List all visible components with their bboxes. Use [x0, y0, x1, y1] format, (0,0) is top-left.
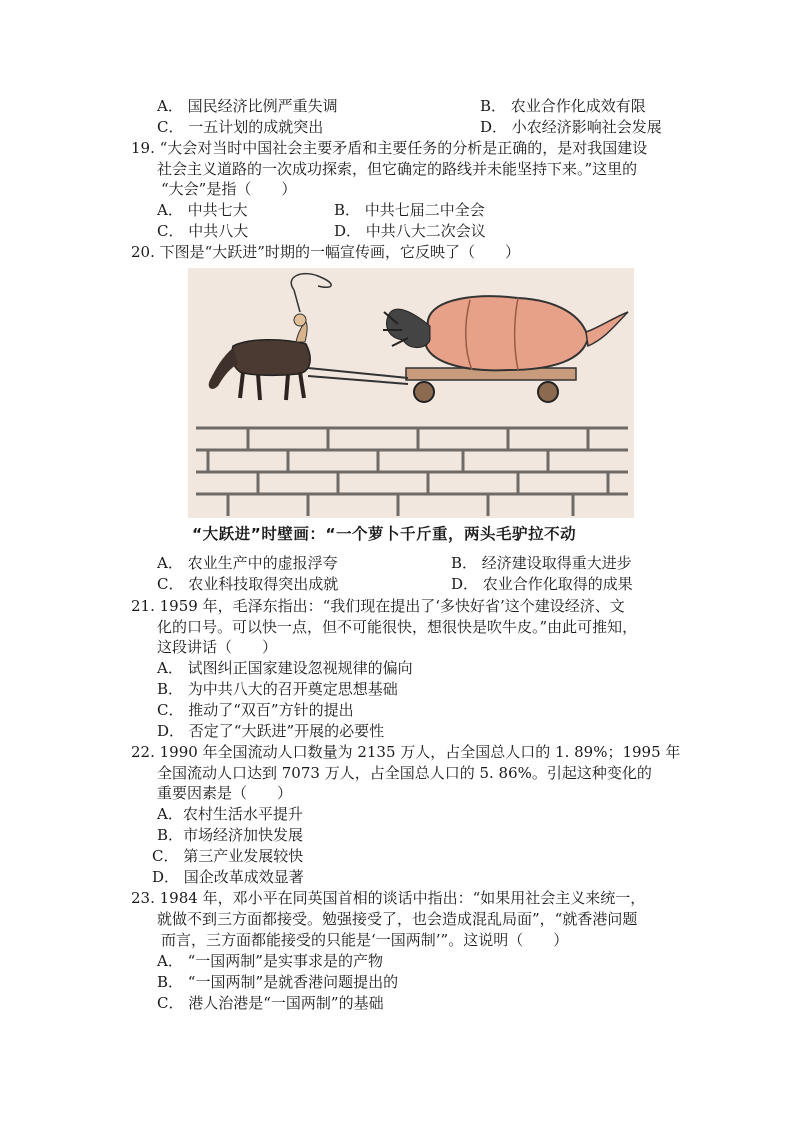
cart — [308, 368, 576, 402]
q19-option-a: A． 中共七大 — [157, 201, 248, 219]
q20-option-b: B． 经济建设取得重大进步 — [451, 554, 632, 572]
q21-option-c: C． 推动了“双百”方针的提出 — [157, 701, 354, 719]
q23-stem-line-1: 23. 1984 年，邓小平在同英国首相的谈话中指出：“如果用社会主义来统一， — [131, 889, 646, 907]
great-leap-forward-mural-illustration — [188, 268, 634, 518]
q18-option-c: C． 一五计划的成就突出 — [157, 118, 324, 136]
donkeys — [209, 322, 310, 400]
giant-radish — [383, 296, 628, 370]
q21-option-b: B． 为中共八大的召开奠定思想基础 — [157, 680, 398, 698]
q19-option-d: D． 中共八大二次会议 — [334, 222, 486, 240]
q20-stem: 20. 下图是“大跃进”时期的一幅宣传画，它反映了（ ） — [131, 243, 520, 261]
figure-caption: “大跃进”时壁画：“一个萝卜千斤重，两头毛驴拉不动 — [192, 525, 577, 543]
q19-option-b: B． 中共七届二中全会 — [334, 201, 485, 219]
q19-stem-line-1: 19. “大会对当时中国社会主要矛盾和主要任务的分析是正确的，是对我国建设 — [131, 139, 648, 157]
q23-stem-line-2: 就做不到三方面都接受。勉强接受了，也会造成混乱局面”，“就香港问题 — [157, 910, 638, 928]
q20-option-d: D． 农业合作化取得的成果 — [451, 575, 633, 593]
q23-stem-line-3: 而言，三方面都能接受的只能是‘一国两制’”。这说明（ ） — [161, 931, 569, 949]
q18-option-d: D． 小农经济影响社会发展 — [480, 118, 662, 136]
q21-stem-line-3: 这段讲话（ ） — [157, 638, 278, 656]
q21-stem-line-1: 21. 1959 年，毛泽东指出：“我们现在提出了‘多快好省’这个建设经济、文 — [131, 597, 625, 615]
q18-option-a: A． 国民经济比例严重失调 — [157, 97, 338, 115]
q22-stem-line-3: 重要因素是（ ） — [157, 784, 293, 802]
q23-option-c: C． 港人治港是“一国两制”的基础 — [157, 994, 384, 1012]
q21-option-d: D． 否定了“大跃进”开展的必要性 — [157, 722, 385, 740]
q19-stem-line-3: “大会”是指（ ） — [161, 180, 297, 198]
q22-stem-line-1: 22. 1990 年全国流动人口数量为 2135 万人，占全国总人口的 1. 89%；1995 年 — [131, 743, 681, 761]
q23-option-b: B． “一国两制”是就香港问题提出的 — [157, 973, 399, 991]
q20-option-c: C． 农业科技取得突出成就 — [157, 575, 339, 593]
q18-option-b: B． 农业合作化成效有限 — [480, 97, 646, 115]
q22-option-a: A．农村生活水平提升 — [157, 805, 303, 823]
q21-stem-line-2: 化的口号。可以快一点，但不可能很快，想很快是吹牛皮。”由此可推知， — [157, 618, 638, 636]
q19-stem-line-2: 社会主义道路的一次成功探索，但它确定的路线并未能坚持下来。”这里的 — [157, 160, 638, 178]
q21-option-a: A． 试图纠正国家建设忽视规律的偏向 — [157, 659, 413, 677]
q22-option-b: B．市场经济加快发展 — [157, 826, 304, 844]
q19-option-c: C． 中共八大 — [157, 222, 249, 240]
q20-option-a: A． 农业生产中的虚报浮夸 — [157, 554, 338, 572]
q23-option-a: A． “一国两制”是实事求是的产物 — [157, 952, 383, 970]
brick-wall — [196, 428, 628, 516]
q22-option-c: C． 第三产业发展较快 — [152, 847, 304, 865]
q22-stem-line-2: 全国流动人口达到 7073 万人，占全国总人口的 5. 86%。引起这种变化的 — [157, 764, 652, 782]
q22-option-d: D． 国企改革成效显著 — [152, 868, 304, 886]
driver-with-whip — [291, 274, 331, 326]
